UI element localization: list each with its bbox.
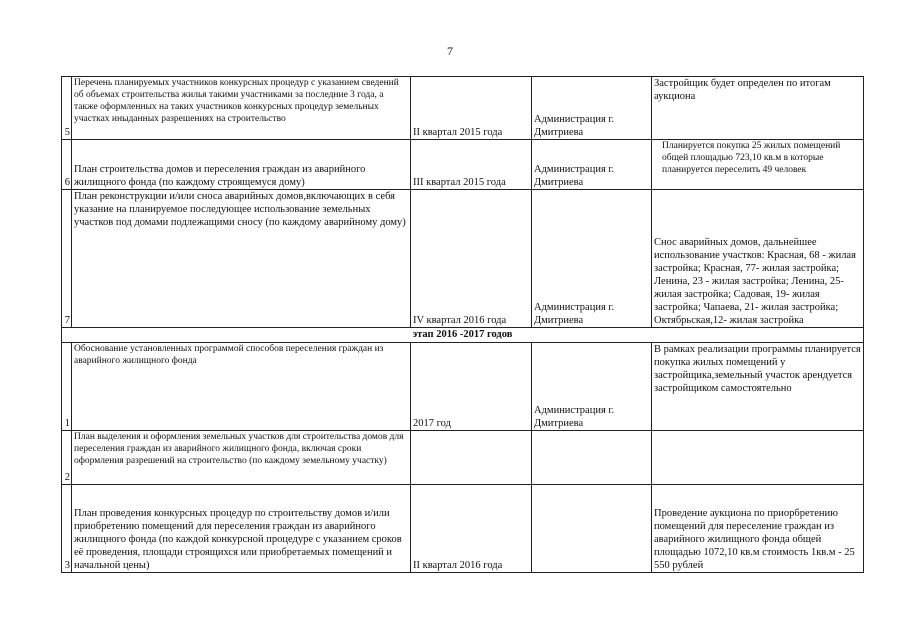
row-description: Обоснование установленных программой способов переселения граждан из аварийного жилищного фонда (72, 343, 411, 431)
row-period: 2017 год (411, 343, 532, 431)
table-row (62, 77, 864, 140)
row-period (411, 431, 532, 485)
row-responsible: Администрация г. Дмитриева (532, 140, 652, 190)
table-row (62, 431, 864, 485)
row-number: 7 (62, 190, 72, 328)
row-note: Застройщик будет определен по итогам аукциона (652, 77, 864, 140)
row-responsible (532, 485, 652, 573)
stage-title: этап 2016 -2017 годов (62, 328, 864, 343)
row-description: План реконструкции и/или сноса аварийных домов,включающих в себя указание на планируемое последующее использование земельных участков под домами подлежащими сносу (по каждому аварийному дому) (72, 190, 411, 328)
row-note: Планируется покупка 25 жилых помещений общей площадью 723,10 кв.м в которые планируется переселить 49 человек (652, 140, 864, 190)
row-number: 5 (62, 77, 72, 140)
row-period: II квартал 2016 года (411, 485, 532, 573)
program-table (61, 76, 864, 573)
row-description: План строительства домов и переселения граждан из аварийного жилищного фонда (по каждому строящемуся дому) (72, 140, 411, 190)
row-period: II квартал 2015 года (411, 77, 532, 140)
row-description: План выделения и оформления земельных участков для строительства домов для переселения граждан из аварийного жилищного фонда, включая сроки оформления разрешений на строительство (по каждому земельному участку) (72, 431, 411, 485)
table-row (62, 140, 864, 190)
row-description: План проведения конкурсных процедур по строительству домов и/или приобретению помещений для переселения граждан из аварийного жилищного фонда (по каждой конкурсной процедуре с указанием сроков её проведения, площади строящихся или приобретаемых помещений и начальной цены) (72, 485, 411, 573)
row-note: Снос аварийных домов, дальнейшее использование участков: Красная, 68 - жилая застройка; Красная, 77- жилая застройка; Ленина, 23 - жилая застройка; Ленина, 25- жилая застройка; Садовая, 19- жилая застройка; Чапаева, 21- жилая застройка; Октябрьская,12- жилая застройка (652, 190, 864, 328)
table-row (62, 190, 864, 328)
row-period: IV квартал 2016 года (411, 190, 532, 328)
row-responsible: Администрация г. Дмитриева (532, 343, 652, 431)
stage-header-row (62, 328, 864, 343)
row-description: Перечень планируемых участников конкурсных процедур с указанием сведений об объемах строительства жилья такими участниками за последние 3 года, а также оформленных на таких участников конкурсных процедур земельных участках иныданных разрешениях на строительство (72, 77, 411, 140)
row-period: III квартал 2015 года (411, 140, 532, 190)
row-number: 6 (62, 140, 72, 190)
row-note: Проведение аукциона по приорбретению помещений для переселение граждан из аварийного жилищного фонда общей площадью 1072,10 кв.м стоимость 1кв.м - 25 550 рублей (652, 485, 864, 573)
table-row (62, 343, 864, 431)
row-responsible: Администрация г. Дмитриева (532, 77, 652, 140)
row-note (652, 431, 864, 485)
table-row (62, 485, 864, 573)
row-number: 3 (62, 485, 72, 573)
page-number: 7 (447, 44, 453, 58)
row-responsible (532, 431, 652, 485)
row-number: 1 (62, 343, 72, 431)
row-responsible: Администрация г. Дмитриева (532, 190, 652, 328)
row-note: В рамках реализации программы планируется покупка жилых помещений у застройщика,земельный участок арендуется застройщиком самостоятельно (652, 343, 864, 431)
row-number: 2 (62, 431, 72, 485)
